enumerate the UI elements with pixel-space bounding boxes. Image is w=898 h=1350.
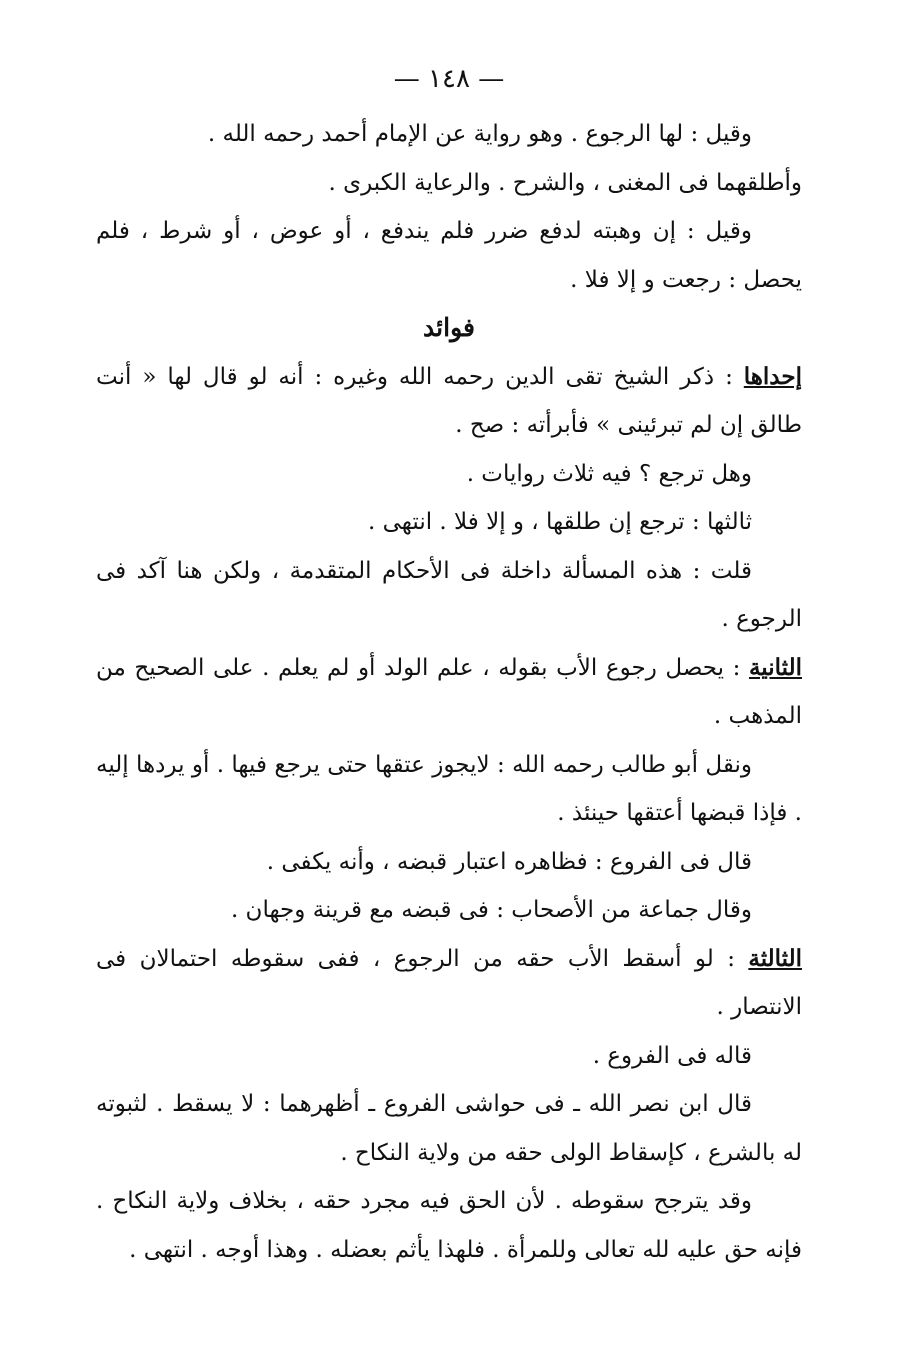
page-body xyxy=(96,110,802,1274)
paragraph-1: وقيل : لها الرجوع . وهو رواية عن الإمام أحمد رحمه الله . xyxy=(207,121,752,147)
paragraph-13: قاله فى الفروع . xyxy=(592,1042,752,1069)
benefit-3-lead: الثالثة xyxy=(748,944,802,972)
benefit-1-lead: إحداها xyxy=(743,362,802,390)
paragraph-15: وقد يترجح سقوطه . لأن الحق فيه مجرد حقه ، بخلاف ولاية النكاح . فإنه حق عليه لله تعالى وللمرأة . فلهذا يأثم بعضله . وهذا أوجه . انتهى . xyxy=(96,1188,802,1263)
benefit-2-lead: الثانية xyxy=(748,653,802,681)
benefit-2 xyxy=(96,644,802,741)
paragraph-2: وأطلقهما فى المغنى ، والشرح . والرعاية الكبرى . xyxy=(328,169,802,196)
section-heading: فوائد xyxy=(423,313,475,342)
benefit-3-text: : لو أسقط الأب حقه من الرجوع ، ففى سقوطه احتمالان فى الانتصار . xyxy=(96,945,802,1020)
page-number: — ١٤٨ — xyxy=(393,64,505,94)
paragraph-6: ثالثها : ترجع إن طلقها ، و إلا فلا . انتهى . xyxy=(367,509,752,535)
benefit-2-text: : يحصل رجوع الأب بقوله ، علم الولد أو لم يعلم . على الصحيح من المذهب . xyxy=(96,654,802,729)
paragraph-5: وهل ترجع ؟ فيه ثلاث روايات . xyxy=(466,460,752,487)
benefit-1 xyxy=(96,353,802,450)
benefit-1-text: : ذكر الشيخ تقى الدين رحمه الله وغيره : أنه لو قال لها « أنت طالق إن لم تبرئينى » فأبرأته : صح . xyxy=(96,363,802,438)
paragraph-7: قلت : هذه المسألة داخلة فى الأحكام المتقدمة ، ولكن هنا آكد فى الرجوع . xyxy=(96,557,802,632)
paragraph-9: ونقل أبو طالب رحمه الله : لايجوز عتقها حتى يرجع فيها . أو يردها إليه . فإذا قبضها أعتقها حينئذ . xyxy=(96,751,802,826)
benefit-3 xyxy=(96,935,802,1032)
paragraph-3: وقيل : إن وهبته لدفع ضرر فلم يندفع ، أو عوض ، أو شرط ، فلم يحصل : رجعت و إلا فلا . xyxy=(96,218,802,293)
paragraph-11: وقال جماعة من الأصحاب : فى قبضه مع قرينة وجهان . xyxy=(230,897,752,923)
paragraph-10: قال فى الفروع : فظاهره اعتبار قبضه ، وأنه يكفى . xyxy=(266,848,752,875)
paragraph-14: قال ابن نصر الله ـ فى حواشى الفروع ـ أظهرهما : لا يسقط . لثبوته له بالشرع ، كإسقاط الولى حقه من ولاية النكاح . xyxy=(96,1091,802,1166)
